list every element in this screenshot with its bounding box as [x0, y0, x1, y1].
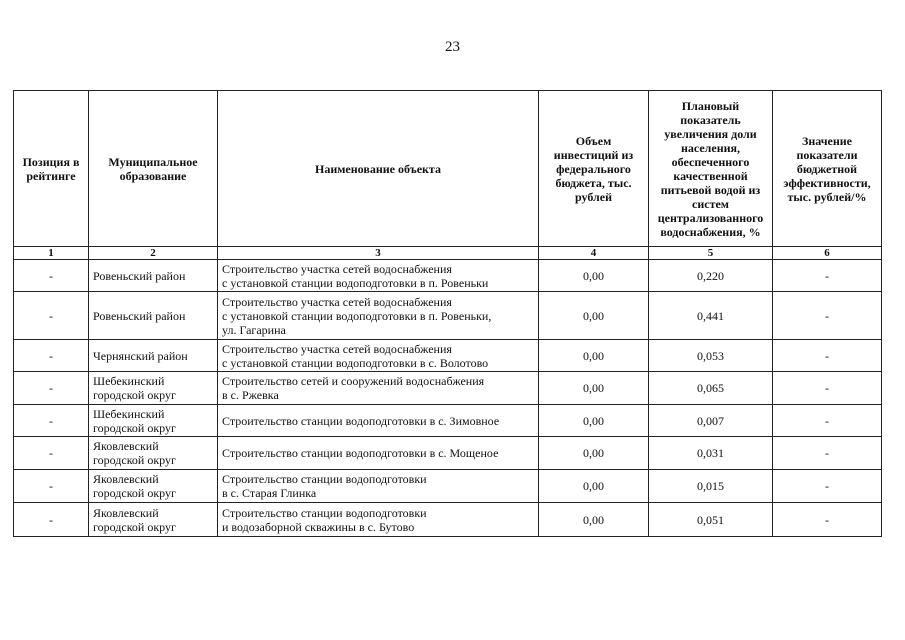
- table-row: [14, 260, 882, 292]
- efficiency-cell: -: [773, 503, 882, 537]
- object-name-cell-line: Строительство станции водоподготовки в с. Зимовное: [222, 413, 500, 428]
- municipality-cell-line: Шебекинский: [93, 374, 165, 388]
- table-row: [14, 372, 882, 405]
- table-row: [14, 292, 882, 340]
- column-number: 6: [773, 247, 882, 260]
- municipality-cell-line: Чернянский район: [93, 348, 188, 363]
- efficiency-cell: -: [773, 260, 882, 292]
- header-efficiency: Значение показатели бюджетной эффективности, тыс. рублей/%: [773, 91, 882, 247]
- municipality-cell-line: городской округ: [93, 453, 176, 467]
- municipality-cell-line: городской округ: [93, 388, 176, 402]
- object-name-cell: [218, 437, 539, 470]
- efficiency-cell: -: [773, 470, 882, 503]
- object-name-cell: [218, 292, 539, 340]
- municipality-cell: [89, 372, 218, 405]
- table-header-row: [14, 91, 882, 247]
- municipality-cell: [89, 405, 218, 437]
- municipality-cell-line: Яковлевский: [93, 472, 159, 486]
- efficiency-cell: -: [773, 340, 882, 372]
- header-investment: Объем инвестиций из федерального бюджета, тыс. рублей: [539, 91, 649, 247]
- object-name-cell-line: в с. Ржевка: [222, 388, 279, 402]
- object-name-cell: [218, 405, 539, 437]
- object-name-cell-line: Строительство станции водоподготовки: [222, 472, 427, 486]
- position-cell: -: [14, 405, 89, 437]
- table-row: [14, 437, 882, 470]
- municipality-cell: [89, 437, 218, 470]
- investment-cell: 0,00: [539, 372, 649, 405]
- header-position: Позиция в рейтинге: [14, 91, 89, 247]
- object-name-cell-line: Строительство станции водоподготовки: [222, 505, 427, 520]
- rating-table: [13, 90, 882, 537]
- investment-cell: 0,00: [539, 405, 649, 437]
- position-cell: -: [14, 340, 89, 372]
- object-name-cell-line: с установкой станции водоподготовки в с. Волотово: [222, 355, 489, 370]
- position-cell: -: [14, 260, 89, 292]
- object-name-cell: [218, 340, 539, 372]
- municipality-cell: [89, 292, 218, 340]
- municipality-cell: [89, 503, 218, 537]
- municipality-cell-line: Яковлевский: [93, 439, 159, 453]
- investment-cell: 0,00: [539, 437, 649, 470]
- municipality-cell-line: Ровеньский район: [93, 268, 186, 283]
- indicator-cell: 0,031: [649, 437, 773, 470]
- indicator-cell: 0,007: [649, 405, 773, 437]
- column-number: 1: [14, 247, 89, 260]
- municipality-cell-line: городской округ: [93, 519, 176, 534]
- table-row: [14, 405, 882, 437]
- object-name-cell-line: ул. Гагарина: [222, 322, 286, 337]
- efficiency-cell: -: [773, 372, 882, 405]
- column-number: 2: [89, 247, 218, 260]
- column-number: 5: [649, 247, 773, 260]
- investment-cell: 0,00: [539, 260, 649, 292]
- object-name-cell-line: с установкой станции водоподготовки в п. Ровеньки: [222, 275, 489, 290]
- object-name-cell-line: с установкой станции водоподготовки в п. Ровеньки,: [222, 308, 492, 323]
- municipality-cell-line: Яковлевский: [93, 505, 159, 520]
- efficiency-cell: -: [773, 437, 882, 470]
- municipality-cell: [89, 470, 218, 503]
- table-row: [14, 340, 882, 372]
- position-cell: -: [14, 372, 89, 405]
- header-indicator: Плановый показатель увеличения доли населения, обеспеченного качественной питьевой водой из систем централизованного водоснабжения, %: [649, 91, 773, 247]
- object-name-cell: [218, 470, 539, 503]
- municipality-cell-line: Ровеньский район: [93, 308, 186, 323]
- investment-cell: 0,00: [539, 470, 649, 503]
- object-name-cell: [218, 372, 539, 405]
- municipality-cell-line: городской округ: [93, 486, 176, 500]
- header-object-name: Наименование объекта: [218, 91, 539, 247]
- table-row: [14, 470, 882, 503]
- efficiency-cell: -: [773, 405, 882, 437]
- indicator-cell: 0,015: [649, 470, 773, 503]
- object-name-cell-line: Строительство участка сетей водоснабжения: [222, 294, 452, 309]
- indicator-cell: 0,051: [649, 503, 773, 537]
- object-name-cell-line: Строительство сетей и сооружений водоснабжения: [222, 374, 485, 388]
- page-number: 23: [445, 39, 460, 55]
- indicator-cell: 0,441: [649, 292, 773, 340]
- header-municipality: Муниципальное образование: [89, 91, 218, 247]
- column-number: 3: [218, 247, 539, 260]
- position-cell: -: [14, 437, 89, 470]
- indicator-cell: 0,065: [649, 372, 773, 405]
- position-cell: -: [14, 470, 89, 503]
- object-name-cell: [218, 260, 539, 292]
- municipality-cell: [89, 260, 218, 292]
- position-cell: -: [14, 292, 89, 340]
- indicator-cell: 0,220: [649, 260, 773, 292]
- column-number-row: [14, 247, 882, 260]
- object-name-cell-line: в с. Старая Глинка: [222, 486, 317, 500]
- investment-cell: 0,00: [539, 503, 649, 537]
- object-name-cell: [218, 503, 539, 537]
- municipality-cell: [89, 340, 218, 372]
- object-name-cell-line: и водозаборной скважины в с. Бутово: [222, 519, 415, 534]
- object-name-cell-line: Строительство участка сетей водоснабжения: [222, 341, 452, 356]
- object-name-cell-line: Строительство участка сетей водоснабжения: [222, 261, 452, 276]
- investment-cell: 0,00: [539, 292, 649, 340]
- municipality-cell-line: Шебекинский: [93, 406, 165, 421]
- efficiency-cell: -: [773, 292, 882, 340]
- position-cell: -: [14, 503, 89, 537]
- municipality-cell-line: городской округ: [93, 420, 176, 435]
- object-name-cell-line: Строительство станции водоподготовки в с. Мощеное: [222, 446, 499, 460]
- indicator-cell: 0,053: [649, 340, 773, 372]
- investment-cell: 0,00: [539, 340, 649, 372]
- table-row: [14, 503, 882, 537]
- column-number: 4: [539, 247, 649, 260]
